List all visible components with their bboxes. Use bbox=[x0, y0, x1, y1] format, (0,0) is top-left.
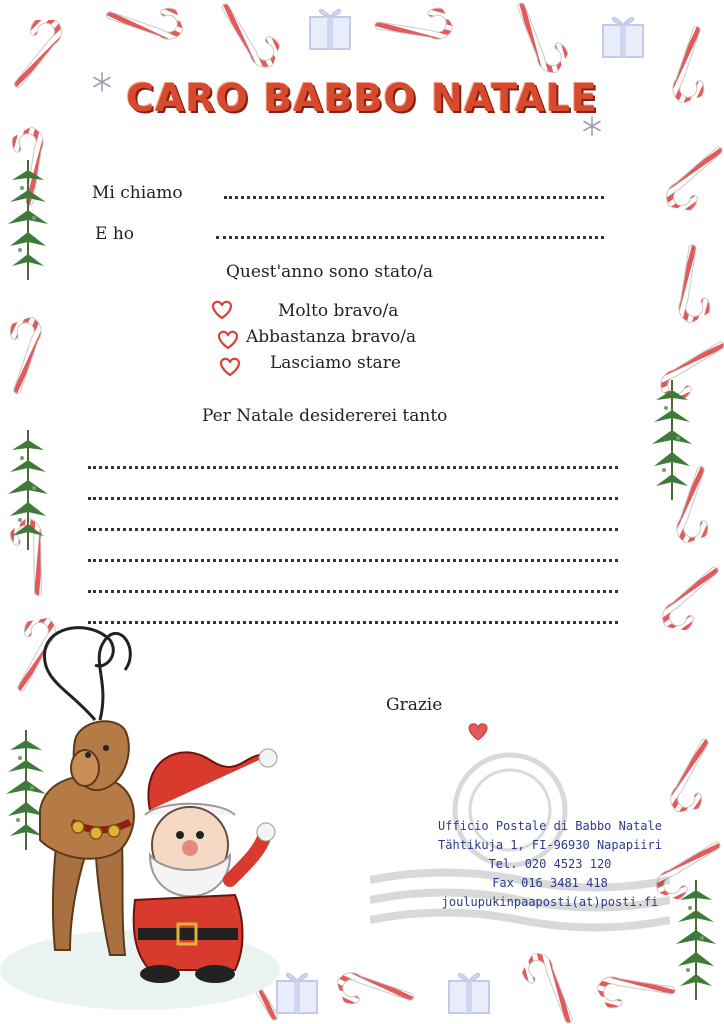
behavior-option[interactable]: Molto bravo/a bbox=[278, 301, 399, 321]
wish-line-field[interactable] bbox=[88, 559, 618, 562]
wishes-heading: Per Natale desidererei tanto bbox=[202, 406, 448, 426]
wish-line-field[interactable] bbox=[88, 497, 618, 500]
candy-cane-icon bbox=[650, 134, 724, 215]
behavior-option[interactable]: Abbastanza bravo/a bbox=[246, 327, 417, 347]
pine-branch-icon bbox=[8, 430, 48, 550]
candy-cane-icon bbox=[0, 310, 74, 400]
candy-cane-icon bbox=[646, 554, 724, 635]
gift-box-icon bbox=[305, 2, 355, 52]
letter-title: CARO BABBO NATALE bbox=[126, 76, 598, 120]
gift-box-icon bbox=[444, 966, 494, 1016]
address-office: Ufficio Postale di Babbo Natale bbox=[438, 819, 662, 833]
wish-line-field[interactable] bbox=[88, 466, 618, 469]
santa-postal-address bbox=[400, 817, 700, 912]
heart-icon bbox=[466, 720, 490, 744]
candy-cane-icon bbox=[507, 937, 603, 1024]
pine-branch-icon bbox=[8, 160, 48, 280]
name-field[interactable] bbox=[224, 196, 604, 199]
name-label: Mi chiamo bbox=[92, 183, 183, 203]
behavior-option[interactable]: Lasciamo stare bbox=[270, 353, 401, 373]
address-street: Tähtikuja 1, FI-96930 Napapiiri bbox=[438, 838, 662, 852]
heart-icon[interactable] bbox=[218, 357, 242, 377]
age-field[interactable] bbox=[216, 236, 604, 239]
address-email[interactable]: joulupukinpaaposti(at)posti.fi bbox=[441, 895, 659, 909]
reindeer-santa-illustration bbox=[0, 610, 290, 1020]
address-fax: Fax 016 3481 418 bbox=[492, 876, 608, 890]
candy-cane-icon bbox=[200, 0, 290, 84]
candy-cane-icon bbox=[587, 937, 683, 1024]
gift-box-icon bbox=[598, 10, 648, 60]
pine-branch-icon bbox=[652, 380, 692, 500]
candy-cane-icon bbox=[100, 0, 190, 72]
candy-cane-icon bbox=[330, 940, 420, 1024]
thanks-text: Grazie bbox=[386, 695, 443, 715]
behavior-heading: Quest'anno sono stato/a bbox=[226, 262, 434, 282]
wish-line-field[interactable] bbox=[88, 590, 618, 593]
heart-icon[interactable] bbox=[210, 300, 234, 320]
reindeer-illustration bbox=[40, 628, 134, 955]
heart-icon[interactable] bbox=[216, 330, 240, 350]
address-tel: Tel. 020 4523 120 bbox=[488, 857, 612, 871]
wish-line-field[interactable] bbox=[88, 528, 618, 531]
candy-cane-icon bbox=[367, 0, 463, 79]
age-label: E ho bbox=[95, 224, 134, 244]
candy-cane-icon bbox=[639, 237, 724, 333]
